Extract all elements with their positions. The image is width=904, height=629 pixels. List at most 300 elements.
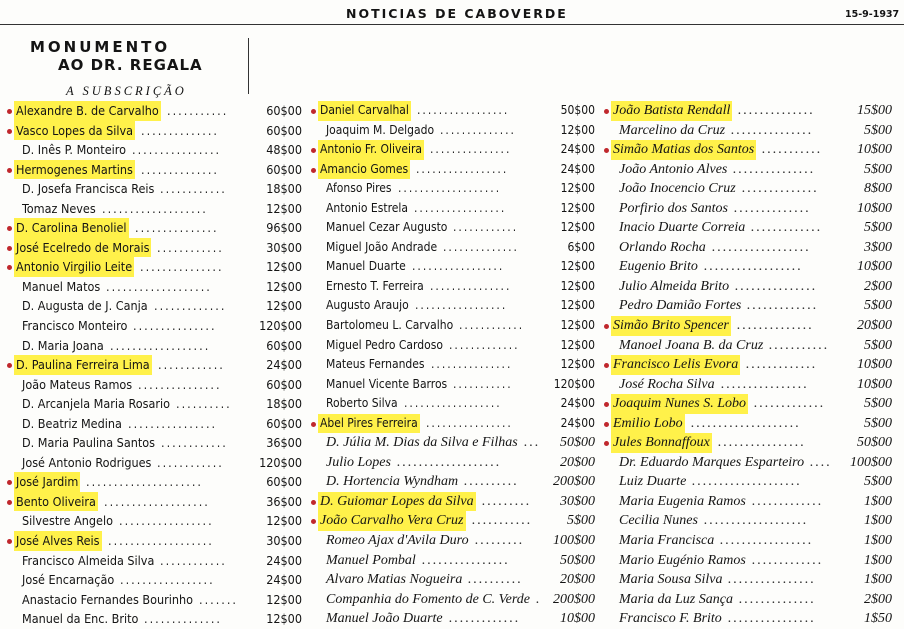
subscriber-name: D. Beatriz Medina (22, 415, 122, 431)
leader-dots: ............... (135, 220, 219, 236)
subscription-amount: 12$00 (560, 220, 595, 235)
red-bullet-marker (7, 168, 12, 173)
leader-dots: .......... (464, 474, 519, 490)
leader-dots: ............ (157, 454, 224, 470)
red-bullet-marker (7, 539, 12, 544)
leader-dots: ................... (102, 200, 208, 216)
subscriber-name: Inacio Duarte Correia (619, 220, 746, 236)
subscriber-row (605, 375, 900, 395)
subscriber-row (605, 336, 900, 356)
subscriber-row (8, 375, 310, 395)
red-bullet-marker (7, 109, 12, 114)
subscriber-name: Abel Pires Ferreira (318, 414, 420, 434)
subscriber-name: Manuel da Enc. Brito (22, 611, 139, 627)
subscription-amount: 60$00 (266, 161, 302, 177)
leader-dots: ............ (158, 357, 225, 373)
subscriber-name: D. Arcanjela Maria Rosario (22, 396, 170, 412)
subscriber-name: Augusto Araujo (326, 298, 409, 313)
subscriber-row (605, 570, 900, 590)
subscriber-row (312, 531, 603, 551)
subscriber-row (312, 394, 603, 414)
subscriber-name: Tomaz Neves (22, 200, 96, 216)
subscriber-row (312, 277, 603, 297)
subscriber-row (312, 609, 603, 629)
subscription-amount: 60$00 (266, 415, 302, 431)
subscriber-row (8, 257, 310, 277)
subscriber-name: Luiz Duarte (619, 474, 687, 490)
subscriber-name: Anastacio Fernandes Bourinho (22, 591, 193, 607)
subscriber-row (312, 433, 603, 453)
subscriber-row (8, 316, 310, 336)
subscriber-name: João Carvalho Vera Cruz (318, 511, 466, 531)
leader-dots: ................ (128, 415, 218, 431)
subscriber-name: Julio Almeida Brito (619, 278, 730, 294)
leader-dots: ............ (160, 181, 227, 197)
subscriber-name: Eugenio Brito (619, 259, 698, 275)
subscriber-name: Francisco F. Brito (619, 611, 722, 627)
subscriber-name: Maria da Luz Sança (619, 591, 733, 607)
subscription-amount: 5$00 (864, 415, 892, 431)
leader-dots: ............... (731, 122, 814, 138)
leader-dots: ......... (482, 493, 532, 509)
leader-dots: .............. (440, 122, 516, 137)
subscription-amount: 12$00 (560, 298, 595, 313)
subscriber-name: Manuel Matos (22, 278, 101, 294)
subscriber-row (8, 355, 310, 375)
subscription-amount: 1$00 (864, 493, 892, 509)
red-bullet-marker (7, 246, 12, 251)
subscription-amount: 12$00 (266, 278, 302, 294)
subscriber-row (312, 121, 603, 141)
subscriber-name: Miguel João Andrade (326, 239, 438, 254)
subscriber-row (8, 590, 310, 610)
red-bullet-marker (604, 422, 609, 427)
subscriber-name: Joaquim Nunes S. Lobo (611, 394, 748, 414)
subscriber-row (605, 238, 900, 258)
subscriber-row (605, 179, 900, 199)
subscription-amount: 50$00 (857, 435, 892, 451)
leader-dots: .......... (468, 572, 523, 588)
subscriber-row (312, 336, 603, 356)
subscriber-row (605, 433, 900, 453)
subscription-amount: 5$00 (864, 396, 892, 412)
subscriber-name: Dr. Eduardo Marques Esparteiro (619, 454, 805, 470)
subscription-amount: 24$00 (266, 572, 302, 588)
subscription-amount: 24$00 (560, 415, 595, 430)
subscriber-name: D. Guiomar Lopes da Silva (318, 492, 476, 512)
subscription-amount: 5$00 (864, 161, 892, 177)
subscription-amount: 60$00 (266, 103, 302, 118)
subscriber-row (8, 179, 310, 199)
leader-dots: ....... (199, 591, 238, 607)
subscriber-row (605, 199, 900, 219)
subscription-amount: 10$00 (857, 259, 892, 275)
subscription-amount: 60$00 (266, 122, 302, 138)
subscriber-row (312, 257, 603, 277)
red-bullet-marker (311, 148, 316, 153)
subscription-amount: 20$00 (560, 572, 595, 588)
subscriber-column-1 (8, 101, 310, 629)
subscription-amount: 36$00 (266, 493, 302, 509)
leader-dots: .............. (739, 591, 816, 607)
leader-dots: . (536, 591, 542, 607)
subscription-amount: 12$00 (266, 611, 302, 627)
subscriber-row (8, 511, 310, 531)
subscriber-name: Antonio Fr. Oliveira (318, 140, 424, 160)
subscriber-name: Antonio Virgilio Leite (14, 257, 134, 277)
leader-dots: ............... (735, 278, 818, 294)
leader-dots: ........... (472, 513, 533, 529)
subscription-amount: 12$00 (560, 278, 595, 293)
subscriber-row (605, 414, 900, 434)
article-title-block (30, 38, 250, 99)
subscription-amount: 12$00 (266, 513, 302, 529)
subscription-amount: 100$00 (850, 454, 892, 470)
subscriber-name: Francisco Almeida Silva (22, 552, 155, 568)
subscription-amount: 15$00 (857, 103, 892, 118)
red-bullet-marker (7, 265, 12, 270)
subscriber-name: José Encarnação (22, 572, 115, 588)
subscriber-row (8, 609, 310, 629)
leader-dots: ............... (140, 259, 224, 275)
subscriber-name: Miguel Pedro Cardoso (326, 337, 443, 352)
leader-dots: ............. (752, 493, 824, 509)
red-bullet-marker (311, 168, 316, 173)
subscriber-name: Julio Lopes (326, 454, 391, 470)
subscriber-row (8, 140, 310, 160)
subscriber-row (312, 179, 603, 199)
leader-dots: .................. (704, 259, 803, 275)
leader-dots: ........... (167, 103, 229, 118)
subscriber-row (312, 551, 603, 571)
subscription-amount: 8$00 (864, 181, 892, 197)
subscriber-name: Pedro Damião Fortes (619, 298, 742, 314)
leader-dots: ............... (733, 161, 816, 177)
subscriber-name: João Mateus Ramos (22, 376, 133, 392)
leader-dots: ............. (154, 298, 227, 314)
subscriber-row (605, 101, 900, 121)
subscriber-name: Manuel Pombal (326, 552, 416, 568)
leader-dots: .... (810, 454, 832, 470)
leader-dots: ............ (453, 220, 519, 235)
leader-dots: ................. (720, 533, 814, 549)
leader-dots: .............. (144, 611, 222, 627)
subscriber-name: Jules Bonnaffoux (611, 433, 712, 453)
subscriber-name: Roberto Silva (326, 396, 398, 411)
subscriber-row (312, 570, 603, 590)
subscriber-row (8, 453, 310, 473)
subscriber-row (605, 121, 900, 141)
subscription-amount: 18$00 (266, 396, 302, 412)
subscription-amount: 12$00 (560, 122, 595, 137)
subscription-amount: 12$00 (560, 200, 595, 215)
subscriber-row (605, 394, 900, 414)
subscriber-name: Francisco Lelis Evora (611, 355, 740, 375)
subscriber-name: Mateus Fernandes (326, 357, 425, 372)
leader-dots: ................. (414, 200, 507, 215)
red-bullet-marker (311, 422, 316, 427)
subscriber-row (605, 531, 900, 551)
leader-dots: ................. (416, 161, 509, 176)
red-bullet-marker (604, 148, 609, 153)
subscriber-row (312, 590, 603, 610)
subscriber-name: D. Maria Joana (22, 337, 104, 353)
leader-dots: ................... (397, 454, 502, 470)
subscriber-row (605, 492, 900, 512)
subscription-amount: 12$00 (266, 591, 302, 607)
subscriber-row (312, 218, 603, 238)
subscription-amount: 10$00 (857, 200, 892, 216)
subscription-amount: 120$00 (553, 376, 595, 391)
header-rule (0, 24, 904, 25)
subscription-amount: 1$00 (864, 513, 892, 529)
subscriber-name: Alexandre B. de Carvalho (14, 101, 161, 121)
subscriber-row (312, 492, 603, 512)
leader-dots: ............ (160, 552, 227, 568)
leader-dots: ................... (106, 278, 212, 294)
red-bullet-marker (604, 109, 609, 114)
subscriber-name: José Ecelredo de Morais (14, 238, 151, 258)
subscriber-name: Bento Oliveira (14, 492, 98, 512)
leader-dots: ............. (752, 552, 824, 568)
subscriber-row (312, 511, 603, 531)
subscription-amount: 200$00 (553, 474, 595, 490)
subscriber-row (8, 414, 310, 434)
leader-dots: ................ (132, 142, 222, 158)
leader-dots: ............... (133, 318, 217, 334)
subscriber-name: Afonso Pires (326, 181, 392, 196)
red-bullet-marker (7, 480, 12, 485)
leader-dots: .............. (734, 200, 811, 216)
subscriber-column-2 (312, 101, 603, 629)
leader-dots: ................. (417, 103, 510, 117)
subscription-amount: 50$00 (560, 435, 595, 451)
subscription-amount: 30$00 (266, 533, 302, 549)
leader-dots: ................. (120, 572, 215, 588)
subscription-amount: 1$00 (864, 572, 892, 588)
subscriber-name: Manuel João Duarte (326, 611, 443, 627)
leader-dots: ............ (161, 435, 228, 451)
subscriber-name: Vasco Lopes da Silva (14, 121, 135, 141)
subscriber-name: D. Júlia M. Dias da Silva e Filhas (326, 435, 518, 451)
subscription-amount: 24$00 (560, 142, 595, 157)
subscriber-row (605, 355, 900, 375)
subscriber-name: D. Augusta de J. Canja (22, 298, 148, 314)
leader-dots: ................ (721, 376, 809, 392)
subscriber-row (8, 531, 310, 551)
subscriber-name: João Antonio Alves (619, 161, 728, 177)
subscriber-name: D. Inês P. Monteiro (22, 142, 126, 158)
subscriber-row (312, 296, 603, 316)
subscriber-row (8, 394, 310, 414)
subscriber-row (8, 101, 310, 121)
subscriber-name: Romeo Ajax d'Avila Duro (326, 533, 469, 549)
leader-dots: ................ (728, 572, 816, 588)
subscriber-name: Manuel Cezar Augusto (326, 220, 448, 235)
red-bullet-marker (311, 519, 316, 524)
subscriber-name: José Rocha Silva (619, 376, 715, 392)
leader-dots: .............. (141, 122, 219, 138)
subscriber-name: Antonio Estrela (326, 200, 409, 215)
subscriber-row (605, 453, 900, 473)
subscriber-name: Francisco Monteiro (22, 318, 128, 334)
subscription-amount: 3$00 (864, 239, 892, 255)
leader-dots: ................... (104, 493, 210, 509)
subscription-amount: 24$00 (560, 161, 595, 176)
leader-dots: ............... (430, 142, 512, 157)
subscriber-row (312, 375, 603, 395)
subscriber-row (605, 316, 900, 336)
leader-dots: ........... (769, 337, 830, 353)
subscriber-name: Simão Matias dos Santos (611, 140, 756, 160)
leader-dots: ................ (426, 415, 513, 430)
subscriber-name: Maria Francisca (619, 533, 715, 549)
subscriber-name: D. Maria Paulina Santos (22, 435, 155, 451)
subscriber-name: José Alves Reis (14, 531, 102, 551)
leader-dots: .............. (738, 103, 815, 118)
leader-dots: ......... (475, 533, 525, 549)
subscriber-row (8, 199, 310, 219)
leader-dots: ................ (422, 552, 510, 568)
publication-title: NOTICIAS DE CABOVERDE (346, 6, 568, 21)
subscriber-name: D. Hortencia Wyndham (326, 474, 459, 490)
subscription-amount: 100$00 (553, 533, 595, 549)
subscriber-name: José Antonio Rodrigues (22, 454, 152, 470)
subscription-amount: 24$00 (560, 396, 595, 411)
red-bullet-marker (604, 324, 609, 329)
subscription-amount: 5$00 (864, 298, 892, 314)
subscriber-name: João Inocencio Cruz (619, 181, 736, 197)
leader-dots: ............. (754, 396, 826, 412)
leader-dots: .............. (141, 161, 219, 177)
leader-dots: ............... (138, 376, 222, 392)
subscriber-name: Ernesto T. Ferreira (326, 278, 424, 293)
subscriber-row (312, 160, 603, 180)
subscription-amount: 12$00 (266, 298, 302, 314)
leader-dots: ............. (449, 337, 520, 352)
subscription-amount: 10$00 (560, 611, 595, 627)
subscriber-row (312, 316, 603, 336)
subscriber-name: João Batista Rendall (611, 101, 732, 121)
subscription-amount: 50$00 (560, 103, 595, 117)
subscription-amount: 60$00 (266, 376, 302, 392)
subscriber-row (312, 453, 603, 473)
subscriber-row (312, 238, 603, 258)
subscription-amount: 60$00 (266, 337, 302, 353)
subscriber-name: Manuel Duarte (326, 259, 406, 274)
leader-dots: ................... (704, 513, 809, 529)
subscriber-name: Maria Sousa Silva (619, 572, 723, 588)
subscriber-row (312, 199, 603, 219)
subscriber-row (8, 160, 310, 180)
subscriber-row (8, 336, 310, 356)
subscription-amount: 2$00 (864, 591, 892, 607)
subscription-amount: 18$00 (266, 181, 302, 197)
subscriber-row (8, 492, 310, 512)
subscriber-row (605, 218, 900, 238)
leader-dots: ... (524, 435, 541, 451)
subscriber-row (605, 296, 900, 316)
subscription-amount: 24$00 (266, 552, 302, 568)
leader-dots: ............... (430, 278, 512, 293)
subscription-amount: 12$00 (560, 337, 595, 352)
subscriber-name: Manuel Vicente Barros (326, 376, 448, 391)
subscriber-name: Orlando Rocha (619, 239, 706, 255)
leader-dots: ............ (157, 239, 224, 255)
leader-dots: .................... (691, 415, 801, 431)
leader-dots: .......... (176, 396, 232, 412)
leader-dots: ................. (119, 513, 214, 529)
subscription-amount: 20$00 (857, 318, 892, 334)
leader-dots: ................... (398, 181, 502, 196)
leader-dots: ............. (751, 220, 823, 236)
subscriber-name: D. Josefa Francisca Reis (22, 181, 155, 197)
subscriber-column-3 (605, 101, 900, 629)
subscription-amount: 20$00 (560, 454, 595, 470)
red-bullet-marker (7, 500, 12, 505)
subscription-amount: 60$00 (266, 474, 302, 490)
subscription-amount: 10$00 (857, 376, 892, 392)
subscriber-row (312, 355, 603, 375)
subscription-amount: 5$00 (567, 513, 595, 529)
subscriber-name: Companhia do Fomento de C. Verde (326, 591, 531, 607)
subscriber-name: Bartolomeu L. Carvalho (326, 318, 454, 333)
leader-dots: ................. (412, 259, 505, 274)
red-bullet-marker (311, 500, 316, 505)
subscription-amount: 10$00 (857, 357, 892, 373)
subscription-amount: 1$00 (864, 533, 892, 549)
subscription-amount: 24$00 (266, 357, 302, 373)
subscription-amount: 2$00 (864, 278, 892, 294)
subscriber-row (8, 218, 310, 238)
leader-dots: ............. (746, 357, 818, 373)
subscriber-name: Daniel Carvalhal (318, 101, 411, 121)
subscriber-row (8, 277, 310, 297)
subscriber-row (605, 472, 900, 492)
subscriber-row (8, 296, 310, 316)
subscription-amount: 12$00 (560, 259, 595, 274)
subscriber-name: Simão Brito Spencer (611, 316, 731, 336)
page-header (0, 0, 904, 26)
subscription-amount: 1$50 (864, 611, 892, 627)
article-title-line1: MONUMENTO (30, 38, 171, 56)
leader-dots: .................. (404, 396, 502, 411)
subscription-amount: 120$00 (259, 318, 302, 334)
red-bullet-marker (604, 441, 609, 446)
leader-dots: .................... (692, 474, 802, 490)
subscription-amount: 12$00 (560, 318, 595, 333)
subscriber-name: Emilio Lobo (611, 414, 685, 434)
subscriber-name: Joaquim M. Delgado (326, 122, 435, 137)
subscriber-row (605, 609, 900, 629)
article-subtitle: A SUBSCRIÇÃO (66, 84, 187, 98)
subscription-amount: 50$00 (560, 552, 595, 568)
subscription-amount: 36$00 (266, 435, 302, 451)
subscription-amount: 10$00 (857, 142, 892, 158)
subscriber-row (605, 257, 900, 277)
leader-dots: ............ (459, 318, 525, 333)
leader-dots: ............... (431, 357, 513, 372)
subscription-amount: 12$00 (560, 181, 595, 196)
red-bullet-marker (604, 363, 609, 368)
subscriber-name: José Jardim (14, 472, 80, 492)
subscriber-name: Amancio Gomes (318, 160, 410, 180)
red-bullet-marker (604, 402, 609, 407)
subscriber-name: Marcelino da Cruz (619, 122, 726, 138)
article-title-line2: AO DR. REGALA (58, 56, 203, 74)
subscriber-row (312, 414, 603, 434)
subscriber-row (8, 570, 310, 590)
